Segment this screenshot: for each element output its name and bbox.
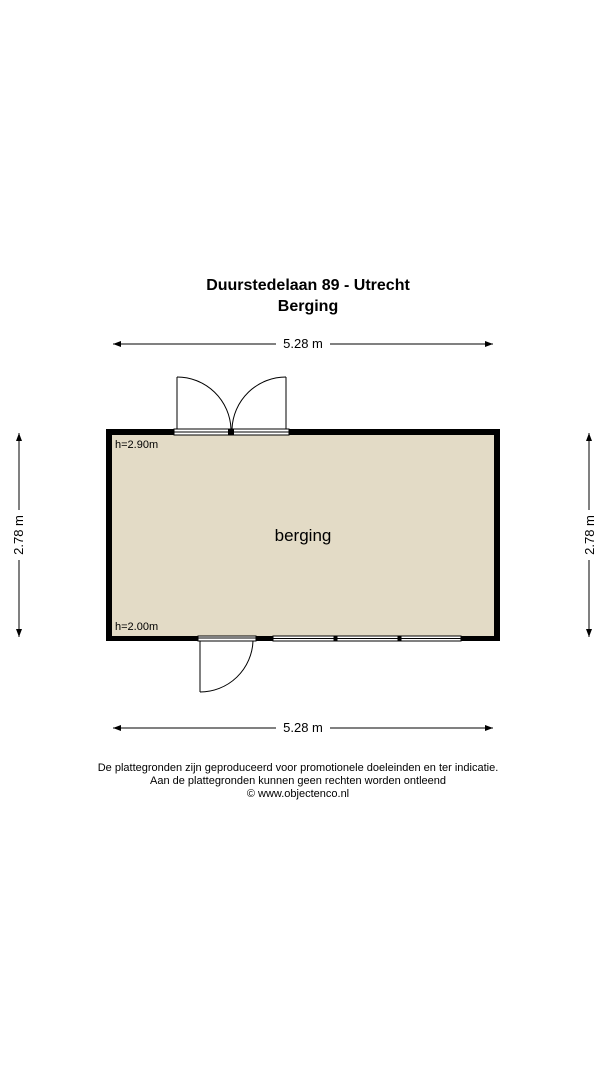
left-depth-label: 2.78 m <box>11 515 26 555</box>
left-dimension <box>11 433 26 637</box>
right-dimension <box>582 433 597 637</box>
bottom-dimension <box>113 720 493 735</box>
disclaimer-line-1: De plattegronden zijn geproduceerd voor promotionele doeleinden en ter indicatie. <box>97 762 499 774</box>
double-door <box>174 377 289 435</box>
top-width-label: 5.28 m <box>283 336 323 351</box>
height-front-label: h=2.00m <box>115 621 159 633</box>
disclaimer-line-2: Aan de plattegronden kunnen geen rechten worden ontleend <box>149 775 446 787</box>
single-door <box>198 636 256 692</box>
height-back-label: h=2.90m <box>115 439 159 451</box>
bottom-width-label: 5.28 m <box>283 720 323 735</box>
top-dimension <box>113 336 493 351</box>
room-label: berging <box>274 526 332 545</box>
copyright-link[interactable]: © www.objectenco.nl <box>246 788 350 800</box>
address-title: Duurstedelaan 89 - Utrecht <box>206 277 410 294</box>
windows <box>273 636 461 641</box>
floor-title: Berging <box>277 298 339 315</box>
right-depth-label: 2.78 m <box>582 515 597 555</box>
